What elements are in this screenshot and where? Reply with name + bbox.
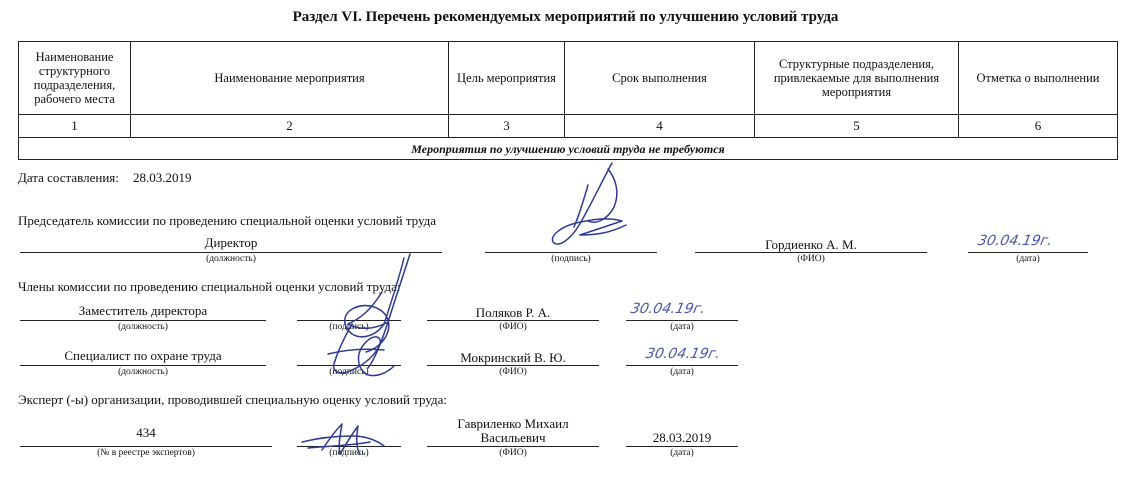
header-cell-workplace: Наименование структурного подразделения, рабочего места	[19, 42, 131, 115]
member-2-date-line	[626, 365, 738, 366]
member-2-name-line	[427, 365, 599, 366]
caption-date: (дата)	[1016, 254, 1040, 264]
column-number: 6	[959, 115, 1118, 138]
caption-registry: (№ в реестре экспертов)	[97, 448, 195, 458]
no-measures-note: Мероприятия по улучшению условий труда не требуются	[19, 138, 1118, 160]
caption-signature: (подпись)	[329, 322, 369, 332]
expert-name-line-2: Васильевич	[480, 430, 546, 445]
chairman-position: Директор	[204, 235, 258, 250]
chairman-date-line	[968, 252, 1088, 253]
chairman-heading: Председатель комиссии по проведению специальной оценки условий труда	[18, 213, 437, 228]
compilation-date-value: 28.03.2019	[133, 170, 192, 185]
caption-date: (дата)	[670, 448, 694, 458]
member-2-signature	[322, 320, 402, 380]
expert-heading: Эксперт (-ы) организации, проводившей специальную оценку условий труда:	[18, 392, 448, 407]
member-2-position: Специалист по охране труда	[64, 348, 222, 363]
member-1-date: 30.04.19г.	[629, 301, 707, 317]
member-1-name: Поляков Р. А.	[475, 305, 551, 320]
member-2-date: 30.04.19г.	[644, 346, 722, 362]
member-2-position-line	[20, 365, 266, 366]
caption-position: (должность)	[118, 367, 168, 377]
member-2-name: Мокринский В. Ю.	[460, 350, 566, 365]
expert-registry-number: 434	[136, 425, 156, 440]
column-number: 4	[565, 115, 755, 138]
table-header-row	[19, 42, 1118, 115]
caption-position: (должность)	[206, 254, 256, 264]
caption-position: (должность)	[118, 322, 168, 332]
member-1-name-line	[427, 320, 599, 321]
header-cell-goal: Цель мероприятия	[449, 42, 565, 115]
expert-name-line-1: Гавриленко Михаил	[457, 416, 569, 431]
expert-name-line	[427, 446, 599, 447]
expert-date: 28.03.2019	[652, 430, 712, 445]
chairman-date: 30.04.19г.	[976, 233, 1054, 249]
section-title: Раздел VI. Перечень рекомендуемых мероприятий по улучшению условий труда	[292, 9, 839, 25]
measures-table	[18, 41, 1118, 160]
column-number: 3	[449, 115, 565, 138]
caption-date: (дата)	[670, 322, 694, 332]
expert-date-line	[626, 446, 738, 447]
header-cell-completion-mark: Отметка о выполнении	[959, 42, 1118, 115]
chairman-name: Гордиенко А. М.	[765, 237, 857, 252]
caption-signature: (подпись)	[551, 254, 591, 264]
expert-signature	[300, 420, 390, 460]
column-number: 5	[755, 115, 959, 138]
expert-registry-line	[20, 446, 272, 447]
member-1-date-line	[626, 320, 738, 321]
caption-fio: (ФИО)	[797, 254, 825, 264]
caption-fio: (ФИО)	[499, 322, 527, 332]
header-cell-deadline: Срок выполнения	[565, 42, 755, 115]
caption-date: (дата)	[670, 367, 694, 377]
member-1-position: Заместитель директора	[78, 303, 208, 318]
compilation-date-label: Дата составления:	[18, 170, 119, 185]
header-cell-measure: Наименование мероприятия	[131, 42, 449, 115]
caption-fio: (ФИО)	[499, 448, 527, 458]
header-cell-departments: Структурные подразделения, привлекаемые для выполнения мероприятия	[755, 42, 959, 115]
chairman-name-line	[695, 252, 927, 253]
caption-signature: (подпись)	[329, 448, 369, 458]
members-heading: Члены комиссии по проведению специальной оценки условий труда:	[18, 279, 401, 294]
column-number: 1	[19, 115, 131, 138]
caption-fio: (ФИО)	[499, 367, 527, 377]
chairman-signature	[530, 155, 640, 255]
member-1-position-line	[20, 320, 266, 321]
column-number: 2	[131, 115, 449, 138]
column-numbers-row	[19, 115, 1118, 138]
caption-signature: (подпись)	[329, 367, 369, 377]
